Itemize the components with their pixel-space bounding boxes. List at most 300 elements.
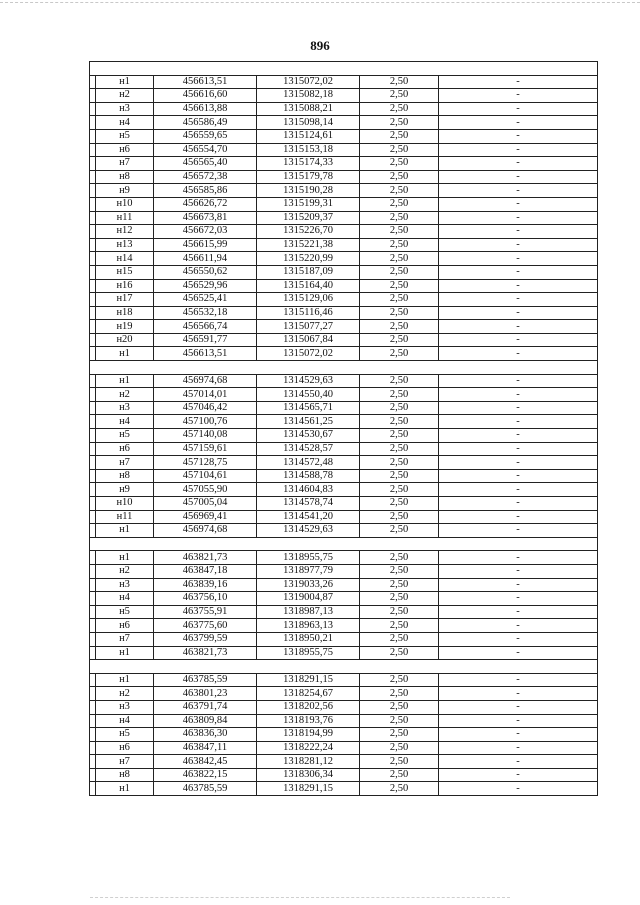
table-row — [90, 782, 598, 796]
note-cell: - — [439, 320, 598, 334]
table-row — [90, 252, 598, 266]
x-coordinate-cell: 456974,68 — [154, 374, 257, 388]
point-label-cell: н1 — [96, 524, 154, 538]
table-row — [90, 279, 598, 293]
accuracy-cell: 2,50 — [360, 700, 439, 714]
point-label-cell: н7 — [96, 456, 154, 470]
note-cell: - — [439, 578, 598, 592]
table-row — [90, 469, 598, 483]
section-separator-row — [90, 62, 598, 76]
x-coordinate-cell: 456974,68 — [154, 524, 257, 538]
y-coordinate-cell: 1318950,21 — [257, 632, 360, 646]
table-row — [90, 157, 598, 171]
y-coordinate-cell: 1315098,14 — [257, 116, 360, 130]
x-coordinate-cell: 456613,88 — [154, 102, 257, 116]
accuracy-cell: 2,50 — [360, 374, 439, 388]
accuracy-cell: 2,50 — [360, 197, 439, 211]
x-coordinate-cell: 457140,08 — [154, 429, 257, 443]
point-label-cell: н15 — [96, 265, 154, 279]
note-cell: - — [439, 497, 598, 511]
y-coordinate-cell: 1318202,56 — [257, 700, 360, 714]
y-coordinate-cell: 1318987,13 — [257, 605, 360, 619]
table-row — [90, 225, 598, 239]
point-label-cell: н2 — [96, 89, 154, 103]
point-label-cell: н4 — [96, 116, 154, 130]
table-row — [90, 700, 598, 714]
table-row — [90, 497, 598, 511]
table-row — [90, 320, 598, 334]
table-row — [90, 265, 598, 279]
x-coordinate-cell: 456626,72 — [154, 197, 257, 211]
x-coordinate-cell: 456566,74 — [154, 320, 257, 334]
y-coordinate-cell: 1314561,25 — [257, 415, 360, 429]
x-coordinate-cell: 463842,45 — [154, 755, 257, 769]
accuracy-cell: 2,50 — [360, 89, 439, 103]
table-row — [90, 333, 598, 347]
accuracy-cell: 2,50 — [360, 102, 439, 116]
point-label-cell: н8 — [96, 469, 154, 483]
section-separator-cell — [90, 537, 598, 551]
note-cell: - — [439, 524, 598, 538]
y-coordinate-cell: 1319004,87 — [257, 592, 360, 606]
accuracy-cell: 2,50 — [360, 510, 439, 524]
scan-edge-top — [0, 2, 640, 3]
point-label-cell: н1 — [96, 646, 154, 660]
point-label-cell: н5 — [96, 728, 154, 742]
note-cell: - — [439, 782, 598, 796]
accuracy-cell: 2,50 — [360, 293, 439, 307]
table-row — [90, 347, 598, 361]
point-label-cell: н10 — [96, 197, 154, 211]
note-cell: - — [439, 116, 598, 130]
y-coordinate-cell: 1318977,79 — [257, 564, 360, 578]
accuracy-cell: 2,50 — [360, 714, 439, 728]
table-row — [90, 388, 598, 402]
note-cell: - — [439, 238, 598, 252]
table-row — [90, 483, 598, 497]
section-separator-row — [90, 537, 598, 551]
y-coordinate-cell: 1315153,18 — [257, 143, 360, 157]
section-separator-row — [90, 660, 598, 674]
note-cell: - — [439, 252, 598, 266]
accuracy-cell: 2,50 — [360, 265, 439, 279]
point-label-cell: н3 — [96, 102, 154, 116]
accuracy-cell: 2,50 — [360, 306, 439, 320]
note-cell: - — [439, 170, 598, 184]
point-label-cell: н4 — [96, 592, 154, 606]
x-coordinate-cell: 456591,77 — [154, 333, 257, 347]
x-coordinate-cell: 456554,70 — [154, 143, 257, 157]
accuracy-cell: 2,50 — [360, 170, 439, 184]
point-label-cell: н7 — [96, 632, 154, 646]
y-coordinate-cell: 1315221,38 — [257, 238, 360, 252]
y-coordinate-cell: 1318955,75 — [257, 551, 360, 565]
note-cell: - — [439, 755, 598, 769]
point-label-cell: н5 — [96, 605, 154, 619]
x-coordinate-cell: 463785,59 — [154, 673, 257, 687]
y-coordinate-cell: 1318306,34 — [257, 768, 360, 782]
accuracy-cell: 2,50 — [360, 415, 439, 429]
table-row — [90, 632, 598, 646]
table-row — [90, 75, 598, 89]
section-separator-cell — [90, 361, 598, 375]
y-coordinate-cell: 1315164,40 — [257, 279, 360, 293]
y-coordinate-cell: 1318281,12 — [257, 755, 360, 769]
note-cell: - — [439, 279, 598, 293]
y-coordinate-cell: 1314572,48 — [257, 456, 360, 470]
note-cell: - — [439, 265, 598, 279]
accuracy-cell: 2,50 — [360, 755, 439, 769]
point-label-cell: н7 — [96, 755, 154, 769]
y-coordinate-cell: 1315226,70 — [257, 225, 360, 239]
x-coordinate-cell: 463836,30 — [154, 728, 257, 742]
y-coordinate-cell: 1314565,71 — [257, 401, 360, 415]
section-separator-row — [90, 361, 598, 375]
y-coordinate-cell: 1318193,76 — [257, 714, 360, 728]
point-label-cell: н2 — [96, 687, 154, 701]
y-coordinate-cell: 1314588,78 — [257, 469, 360, 483]
y-coordinate-cell: 1315179,78 — [257, 170, 360, 184]
accuracy-cell: 2,50 — [360, 442, 439, 456]
accuracy-cell: 2,50 — [360, 619, 439, 633]
note-cell: - — [439, 673, 598, 687]
point-label-cell: н6 — [96, 442, 154, 456]
note-cell: - — [439, 415, 598, 429]
point-label-cell: н12 — [96, 225, 154, 239]
note-cell: - — [439, 429, 598, 443]
note-cell: - — [439, 75, 598, 89]
point-label-cell: н8 — [96, 768, 154, 782]
y-coordinate-cell: 1318291,15 — [257, 782, 360, 796]
accuracy-cell: 2,50 — [360, 497, 439, 511]
accuracy-cell: 2,50 — [360, 456, 439, 470]
note-cell: - — [439, 510, 598, 524]
point-label-cell: н11 — [96, 211, 154, 225]
y-coordinate-cell: 1314530,67 — [257, 429, 360, 443]
accuracy-cell: 2,50 — [360, 211, 439, 225]
accuracy-cell: 2,50 — [360, 592, 439, 606]
note-cell: - — [439, 646, 598, 660]
y-coordinate-cell: 1318963,13 — [257, 619, 360, 633]
y-coordinate-cell: 1315199,31 — [257, 197, 360, 211]
table-row — [90, 429, 598, 443]
table-row — [90, 578, 598, 592]
accuracy-cell: 2,50 — [360, 673, 439, 687]
x-coordinate-cell: 456969,41 — [154, 510, 257, 524]
note-cell: - — [439, 632, 598, 646]
y-coordinate-cell: 1315116,46 — [257, 306, 360, 320]
x-coordinate-cell: 463785,59 — [154, 782, 257, 796]
note-cell: - — [439, 741, 598, 755]
x-coordinate-cell: 457100,76 — [154, 415, 257, 429]
x-coordinate-cell: 463756,10 — [154, 592, 257, 606]
point-label-cell: н3 — [96, 700, 154, 714]
x-coordinate-cell: 456672,03 — [154, 225, 257, 239]
x-coordinate-cell: 456565,40 — [154, 157, 257, 171]
x-coordinate-cell: 463847,11 — [154, 741, 257, 755]
accuracy-cell: 2,50 — [360, 129, 439, 143]
y-coordinate-cell: 1315124,61 — [257, 129, 360, 143]
note-cell: - — [439, 714, 598, 728]
y-coordinate-cell: 1318194,99 — [257, 728, 360, 742]
table-row — [90, 687, 598, 701]
y-coordinate-cell: 1315190,28 — [257, 184, 360, 198]
table-row — [90, 524, 598, 538]
x-coordinate-cell: 456615,99 — [154, 238, 257, 252]
note-cell: - — [439, 184, 598, 198]
y-coordinate-cell: 1315077,27 — [257, 320, 360, 334]
accuracy-cell: 2,50 — [360, 347, 439, 361]
x-coordinate-cell: 456611,94 — [154, 252, 257, 266]
note-cell: - — [439, 89, 598, 103]
x-coordinate-cell: 463801,23 — [154, 687, 257, 701]
coordinates-table-body — [90, 62, 598, 796]
y-coordinate-cell: 1315072,02 — [257, 347, 360, 361]
point-label-cell: н4 — [96, 714, 154, 728]
y-coordinate-cell: 1315129,06 — [257, 293, 360, 307]
accuracy-cell: 2,50 — [360, 184, 439, 198]
point-label-cell: н18 — [96, 306, 154, 320]
x-coordinate-cell: 463755,91 — [154, 605, 257, 619]
table-row — [90, 116, 598, 130]
point-label-cell: н1 — [96, 374, 154, 388]
point-label-cell: н5 — [96, 429, 154, 443]
note-cell: - — [439, 129, 598, 143]
note-cell: - — [439, 551, 598, 565]
x-coordinate-cell: 456572,38 — [154, 170, 257, 184]
y-coordinate-cell: 1319033,26 — [257, 578, 360, 592]
y-coordinate-cell: 1315174,33 — [257, 157, 360, 171]
note-cell: - — [439, 700, 598, 714]
accuracy-cell: 2,50 — [360, 551, 439, 565]
accuracy-cell: 2,50 — [360, 401, 439, 415]
x-coordinate-cell: 457046,42 — [154, 401, 257, 415]
table-row — [90, 605, 598, 619]
point-label-cell: н2 — [96, 388, 154, 402]
y-coordinate-cell: 1315082,18 — [257, 89, 360, 103]
point-label-cell: н9 — [96, 483, 154, 497]
table-row — [90, 714, 598, 728]
point-label-cell: н6 — [96, 619, 154, 633]
point-label-cell: н3 — [96, 578, 154, 592]
accuracy-cell: 2,50 — [360, 238, 439, 252]
accuracy-cell: 2,50 — [360, 768, 439, 782]
table-row — [90, 551, 598, 565]
table-row — [90, 184, 598, 198]
y-coordinate-cell: 1314528,57 — [257, 442, 360, 456]
accuracy-cell: 2,50 — [360, 578, 439, 592]
x-coordinate-cell: 456673,81 — [154, 211, 257, 225]
point-label-cell: н3 — [96, 401, 154, 415]
x-coordinate-cell: 463799,59 — [154, 632, 257, 646]
note-cell: - — [439, 469, 598, 483]
accuracy-cell: 2,50 — [360, 483, 439, 497]
x-coordinate-cell: 463821,73 — [154, 551, 257, 565]
note-cell: - — [439, 401, 598, 415]
accuracy-cell: 2,50 — [360, 687, 439, 701]
x-coordinate-cell: 457055,90 — [154, 483, 257, 497]
note-cell: - — [439, 211, 598, 225]
table-row — [90, 768, 598, 782]
y-coordinate-cell: 1314550,40 — [257, 388, 360, 402]
x-coordinate-cell: 456529,96 — [154, 279, 257, 293]
note-cell: - — [439, 347, 598, 361]
table-row — [90, 143, 598, 157]
x-coordinate-cell: 463775,60 — [154, 619, 257, 633]
accuracy-cell: 2,50 — [360, 333, 439, 347]
point-label-cell: н4 — [96, 415, 154, 429]
table-row — [90, 401, 598, 415]
table-row — [90, 741, 598, 755]
coordinates-table — [89, 61, 598, 796]
accuracy-cell: 2,50 — [360, 728, 439, 742]
x-coordinate-cell: 457128,75 — [154, 456, 257, 470]
note-cell: - — [439, 333, 598, 347]
x-coordinate-cell: 457159,61 — [154, 442, 257, 456]
point-label-cell: н1 — [96, 673, 154, 687]
note-cell: - — [439, 157, 598, 171]
y-coordinate-cell: 1314578,74 — [257, 497, 360, 511]
note-cell: - — [439, 442, 598, 456]
x-coordinate-cell: 456613,51 — [154, 75, 257, 89]
y-coordinate-cell: 1314529,63 — [257, 524, 360, 538]
y-coordinate-cell: 1314541,20 — [257, 510, 360, 524]
table-row — [90, 129, 598, 143]
note-cell: - — [439, 728, 598, 742]
accuracy-cell: 2,50 — [360, 157, 439, 171]
table-row — [90, 197, 598, 211]
point-label-cell: н11 — [96, 510, 154, 524]
table-row — [90, 456, 598, 470]
accuracy-cell: 2,50 — [360, 143, 439, 157]
point-label-cell: н1 — [96, 347, 154, 361]
y-coordinate-cell: 1315072,02 — [257, 75, 360, 89]
point-label-cell: н7 — [96, 157, 154, 171]
note-cell: - — [439, 306, 598, 320]
x-coordinate-cell: 456613,51 — [154, 347, 257, 361]
table-row — [90, 306, 598, 320]
y-coordinate-cell: 1315209,37 — [257, 211, 360, 225]
point-label-cell: н6 — [96, 143, 154, 157]
note-cell: - — [439, 374, 598, 388]
point-label-cell: н10 — [96, 497, 154, 511]
table-row — [90, 619, 598, 633]
point-label-cell: н14 — [96, 252, 154, 266]
accuracy-cell: 2,50 — [360, 605, 439, 619]
table-row — [90, 673, 598, 687]
note-cell: - — [439, 225, 598, 239]
accuracy-cell: 2,50 — [360, 469, 439, 483]
note-cell: - — [439, 456, 598, 470]
accuracy-cell: 2,50 — [360, 741, 439, 755]
accuracy-cell: 2,50 — [360, 646, 439, 660]
y-coordinate-cell: 1315088,21 — [257, 102, 360, 116]
accuracy-cell: 2,50 — [360, 116, 439, 130]
x-coordinate-cell: 456550,62 — [154, 265, 257, 279]
point-label-cell: н13 — [96, 238, 154, 252]
point-label-cell: н17 — [96, 293, 154, 307]
table-row — [90, 102, 598, 116]
x-coordinate-cell: 456616,60 — [154, 89, 257, 103]
x-coordinate-cell: 463821,73 — [154, 646, 257, 660]
accuracy-cell: 2,50 — [360, 632, 439, 646]
point-label-cell: н16 — [96, 279, 154, 293]
x-coordinate-cell: 456525,41 — [154, 293, 257, 307]
y-coordinate-cell: 1318222,24 — [257, 741, 360, 755]
point-label-cell: н9 — [96, 184, 154, 198]
x-coordinate-cell: 457014,01 — [154, 388, 257, 402]
note-cell: - — [439, 619, 598, 633]
accuracy-cell: 2,50 — [360, 75, 439, 89]
scan-edge-bottom — [90, 897, 510, 898]
point-label-cell: н1 — [96, 782, 154, 796]
x-coordinate-cell: 463839,16 — [154, 578, 257, 592]
accuracy-cell: 2,50 — [360, 429, 439, 443]
y-coordinate-cell: 1315067,84 — [257, 333, 360, 347]
x-coordinate-cell: 456559,65 — [154, 129, 257, 143]
table-row — [90, 564, 598, 578]
accuracy-cell: 2,50 — [360, 320, 439, 334]
y-coordinate-cell: 1315220,99 — [257, 252, 360, 266]
section-separator-cell — [90, 62, 598, 76]
accuracy-cell: 2,50 — [360, 279, 439, 293]
y-coordinate-cell: 1318955,75 — [257, 646, 360, 660]
x-coordinate-cell: 457005,04 — [154, 497, 257, 511]
section-separator-cell — [90, 660, 598, 674]
point-label-cell: н6 — [96, 741, 154, 755]
accuracy-cell: 2,50 — [360, 225, 439, 239]
y-coordinate-cell: 1314529,63 — [257, 374, 360, 388]
x-coordinate-cell: 463847,18 — [154, 564, 257, 578]
note-cell: - — [439, 564, 598, 578]
x-coordinate-cell: 456585,86 — [154, 184, 257, 198]
note-cell: - — [439, 605, 598, 619]
note-cell: - — [439, 143, 598, 157]
accuracy-cell: 2,50 — [360, 388, 439, 402]
page-number: 896 — [310, 38, 330, 53]
y-coordinate-cell: 1318254,67 — [257, 687, 360, 701]
note-cell: - — [439, 102, 598, 116]
point-label-cell: н8 — [96, 170, 154, 184]
table-row — [90, 442, 598, 456]
table-row — [90, 755, 598, 769]
x-coordinate-cell: 456532,18 — [154, 306, 257, 320]
point-label-cell: н1 — [96, 75, 154, 89]
y-coordinate-cell: 1318291,15 — [257, 673, 360, 687]
note-cell: - — [439, 197, 598, 211]
y-coordinate-cell: 1314604,83 — [257, 483, 360, 497]
point-label-cell: н19 — [96, 320, 154, 334]
table-row — [90, 170, 598, 184]
point-label-cell: н1 — [96, 551, 154, 565]
point-label-cell: н2 — [96, 564, 154, 578]
point-label-cell: н5 — [96, 129, 154, 143]
table-row — [90, 374, 598, 388]
accuracy-cell: 2,50 — [360, 524, 439, 538]
accuracy-cell: 2,50 — [360, 564, 439, 578]
x-coordinate-cell: 457104,61 — [154, 469, 257, 483]
table-row — [90, 728, 598, 742]
note-cell: - — [439, 293, 598, 307]
point-label-cell: н20 — [96, 333, 154, 347]
accuracy-cell: 2,50 — [360, 252, 439, 266]
x-coordinate-cell: 463791,74 — [154, 700, 257, 714]
table-row — [90, 211, 598, 225]
table-row — [90, 238, 598, 252]
table-row — [90, 592, 598, 606]
x-coordinate-cell: 463809,84 — [154, 714, 257, 728]
table-row — [90, 415, 598, 429]
